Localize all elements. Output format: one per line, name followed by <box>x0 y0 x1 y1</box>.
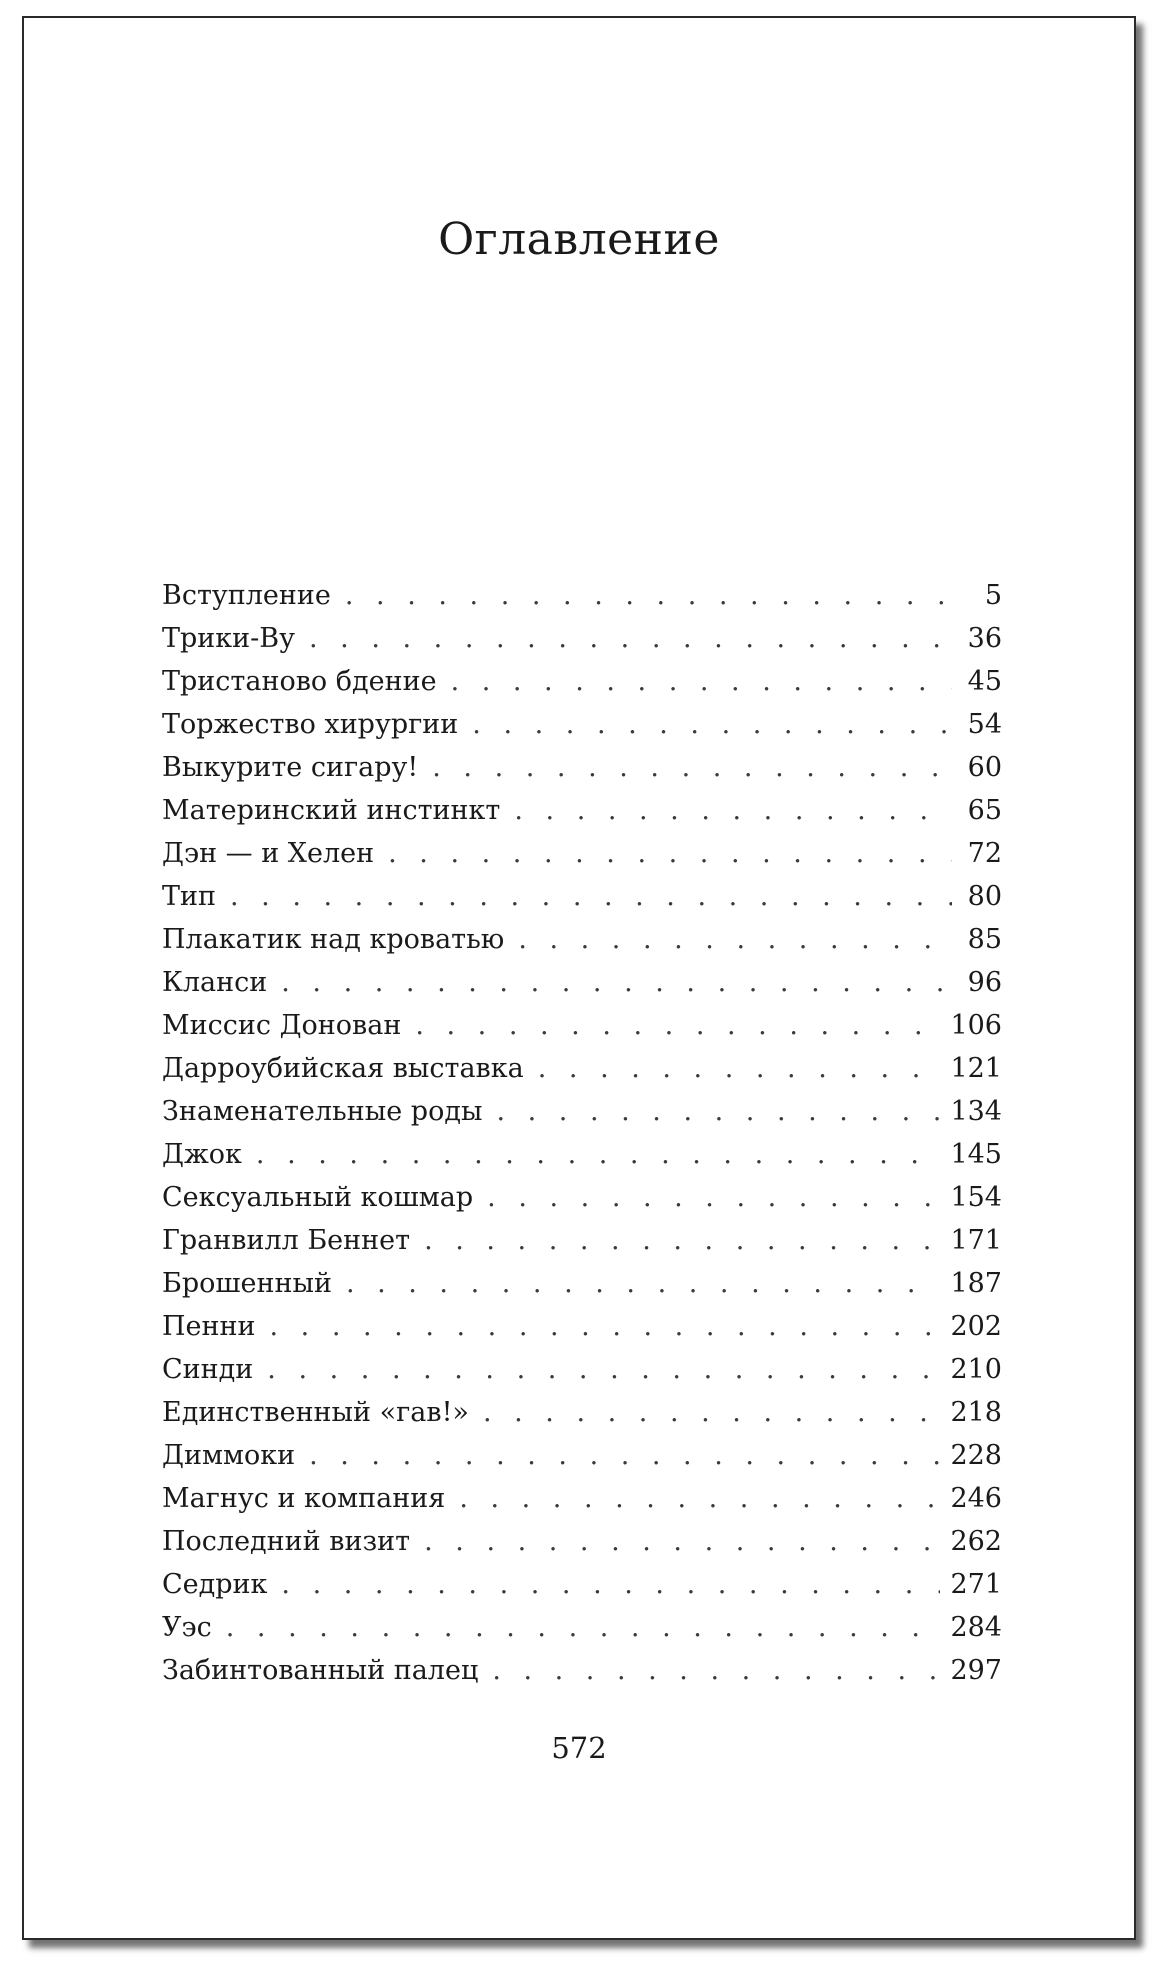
toc-entry-title: Магнус и компания <box>162 1483 446 1514</box>
toc-dot-leader <box>483 1397 940 1428</box>
toc-entry-page: 36 <box>967 623 1002 654</box>
toc-entry-page: 54 <box>967 709 1002 740</box>
toc-entry-page: 85 <box>967 924 1002 955</box>
toc-entry-title: Вступление <box>162 580 331 611</box>
toc-entry-page: 228 <box>950 1440 1002 1471</box>
toc-entry-page: 202 <box>950 1311 1002 1342</box>
toc-entry <box>162 967 1002 1010</box>
toc-entry <box>162 623 1002 666</box>
toc-entry <box>162 924 1002 967</box>
page-number: 572 <box>551 1731 607 1765</box>
toc-entry-page: 297 <box>950 1655 1002 1686</box>
toc-dot-leader <box>496 1096 940 1127</box>
toc-entry-title: Седрик <box>162 1569 268 1600</box>
toc-dot-leader <box>415 1010 940 1041</box>
toc-entry <box>162 1440 1002 1483</box>
toc-entry <box>162 1612 1002 1655</box>
toc-entry-title: Тип <box>162 881 216 912</box>
toc-entry-page: 5 <box>984 580 1002 611</box>
toc-entry-page: 72 <box>967 838 1002 869</box>
toc-dot-leader <box>256 1139 941 1170</box>
toc-entry-title: Кланси <box>162 967 268 998</box>
toc-dot-leader <box>267 1354 940 1385</box>
toc-dot-leader <box>270 1311 941 1342</box>
toc-entry-title: Сексуальный кошмар <box>162 1182 474 1213</box>
toc-entry <box>162 1655 1002 1698</box>
toc-entry <box>162 1010 1002 1053</box>
toc-entry-page: 45 <box>967 666 1002 697</box>
toc-dot-leader <box>432 752 952 783</box>
toc-entry <box>162 795 1002 838</box>
toc-dot-leader <box>487 1182 940 1213</box>
toc-dot-leader <box>424 1526 940 1557</box>
toc-dot-leader <box>472 709 952 740</box>
toc-dot-leader <box>309 1440 940 1471</box>
toc-entry-page: 154 <box>950 1182 1002 1213</box>
toc-entry <box>162 752 1002 795</box>
toc-entry <box>162 1096 1002 1139</box>
toc-dot-leader <box>281 967 952 998</box>
toc-dot-leader <box>226 1612 941 1643</box>
toc-entry-title: Трики-Ву <box>162 623 296 654</box>
page-title: Оглавление <box>438 214 720 265</box>
toc-entry <box>162 1268 1002 1311</box>
toc-entry-title: Единственный «гав!» <box>162 1397 469 1428</box>
toc-entry-page: 171 <box>950 1225 1002 1256</box>
toc-entry-page: 187 <box>950 1268 1002 1299</box>
toc-entry <box>162 881 1002 924</box>
toc-entry-title: Миссис Донован <box>162 1010 402 1041</box>
toc-entry-title: Последний визит <box>162 1526 411 1557</box>
toc-entry-page: 218 <box>950 1397 1002 1428</box>
toc-dot-leader <box>518 924 952 955</box>
toc-entry-title: Тристаново бдение <box>162 666 437 697</box>
toc-dot-leader <box>345 580 952 611</box>
toc-entry-title: Пенни <box>162 1311 256 1342</box>
toc-entry-page: 106 <box>950 1010 1002 1041</box>
toc-entry <box>162 1569 1002 1612</box>
toc-entry-title: Брошенный <box>162 1268 332 1299</box>
toc-entry-title: Забинтованный палец <box>162 1655 479 1686</box>
toc-entry-page: 246 <box>950 1483 1002 1514</box>
toc-entry-page: 60 <box>967 752 1002 783</box>
toc-entry <box>162 1483 1002 1526</box>
toc-entry <box>162 1311 1002 1354</box>
toc-entry-title: Плакатик над кроватью <box>162 924 505 955</box>
toc-dot-leader <box>424 1225 940 1256</box>
toc-entry <box>162 1354 1002 1397</box>
toc-dot-leader <box>281 1569 940 1600</box>
toc-entry-page: 145 <box>950 1139 1002 1170</box>
toc-entry <box>162 1526 1002 1569</box>
toc-entry <box>162 709 1002 752</box>
toc-dot-leader <box>514 795 952 826</box>
toc-entry <box>162 1139 1002 1182</box>
toc-entry <box>162 1397 1002 1440</box>
toc-entry-title: Материнский инстинкт <box>162 795 501 826</box>
toc-entry-title: Дарроубийская выставка <box>162 1053 524 1084</box>
toc-entry-title: Джок <box>162 1139 242 1170</box>
toc-entry-page: 134 <box>950 1096 1002 1127</box>
toc-entry-page: 262 <box>950 1526 1002 1557</box>
toc-entry-page: 80 <box>967 881 1002 912</box>
toc-entry-page: 96 <box>967 967 1002 998</box>
toc-entry <box>162 1225 1002 1268</box>
book-page <box>22 16 1136 1940</box>
toc-entry-page: 284 <box>950 1612 1002 1643</box>
toc-entry <box>162 666 1002 709</box>
toc-entry <box>162 580 1002 623</box>
toc-entry-title: Синди <box>162 1354 254 1385</box>
toc-entry-title: Знаменательные роды <box>162 1096 483 1127</box>
toc-dot-leader <box>309 623 952 654</box>
toc-dot-leader <box>492 1655 940 1686</box>
toc-entry-page: 121 <box>950 1053 1002 1084</box>
toc-entry-title: Диммоки <box>162 1440 296 1471</box>
toc-dot-leader <box>459 1483 940 1514</box>
table-of-contents <box>162 580 1002 1698</box>
toc-entry-page: 65 <box>967 795 1002 826</box>
toc-dot-leader <box>230 881 952 912</box>
toc-entry-title: Гранвилл Беннет <box>162 1225 411 1256</box>
toc-entry-title: Уэс <box>162 1612 212 1643</box>
toc-entry <box>162 1182 1002 1225</box>
toc-entry-title: Дэн — и Хелен <box>162 838 375 869</box>
toc-entry-title: Торжество хирургии <box>162 709 459 740</box>
toc-dot-leader <box>346 1268 941 1299</box>
toc-entry <box>162 838 1002 881</box>
toc-entry-page: 210 <box>950 1354 1002 1385</box>
toc-dot-leader <box>388 838 952 869</box>
toc-entry-page: 271 <box>950 1569 1002 1600</box>
toc-entry <box>162 1053 1002 1096</box>
toc-dot-leader <box>538 1053 941 1084</box>
toc-entry-title: Выкурите сигару! <box>162 752 419 783</box>
toc-dot-leader <box>451 666 952 697</box>
